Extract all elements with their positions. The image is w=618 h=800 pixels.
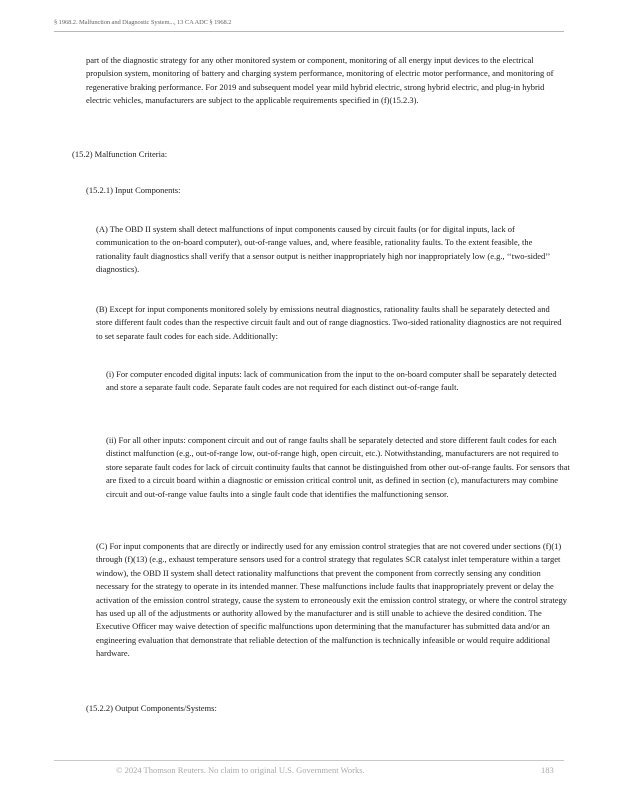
page-number: 183 [541,765,554,775]
paragraph-c: (C) For input components that are directly or indirectly used for any emission control strategies that are not covered under sections (f)(1) through (f)(13) (e.g., exhaust temperature sensors used for a control strategy that regulates SCR catalyst inlet temperature within a target window), the OBD II system shall detect rationality malfunctions that prevent the component from correctly sensing any condition necessary for the strategy to operate in its intended manner. These malfunctions include faults that inappropriately prevent or delay the activation of the emission control strategy, cause the system to erroneously exit the emission control strategy, or where the control strategy has used up all of the adjustments or authority allowed by the manufacturer and is still unable to achieve the desired condition. The Executive Officer may waive detection of specific malfunctions upon determining that the manufacturer has submitted data and/or an engineering evaluation that demonstrate that reliable detection of the malfunction is technically infeasible or would require additional hardware. [96,541,567,659]
paragraph-b-ii: (ii) For all other inputs: component circuit and out of range faults shall be separately detected and store different fault codes for each distinct malfunction (e.g., out-of-range low, out-of-range high, open circuit, etc.). Notwithstanding, manufacturers are not required to store separate fault codes for lack of circuit continuity faults that cannot be distinguished from other out-of-range faults. For sensors that are fixed to a circuit board within a diagnostic or emission critical control unit, as defined in section (c), manufacturers may combine circuit and out-of-range value faults into a single fault code that identifies the malfunctioning sensor. [106,435,570,499]
section-15-2-2-heading: (15.2.2) Output Components/Systems: [86,703,217,713]
section-15-2-1-heading: (15.2.1) Input Components: [86,185,181,195]
header-divider [54,31,564,32]
paragraph-b: (B) Except for input components monitored solely by emissions neutral diagnostics, rationality faults shall be separately detected and store different fault codes than the respective circuit fault and out of range diagnostics. Two-sided rationality diagnostics are not required to set separate fault codes for each side. Additionally: [96,304,562,341]
footer-divider [54,760,564,761]
footer-copyright: © 2024 Thomson Reuters. No claim to original U.S. Government Works. [116,765,365,775]
intro-paragraph: part of the diagnostic strategy for any other monitored system or component, monitoring of all energy input devices to the electrical propulsion system, monitoring of battery and charging system performance, monitoring of electric motor performance, and monitoring of regenerative braking performance. For 2019 and subsequent model year mild hybrid electric, strong hybrid electric, and plug-in hybrid electric vehicles, manufacturers are subject to the applicable requirements specified in (f)(15.2.3). [86,55,554,106]
running-head: § 1968.2. Malfunction and Diagnostic System..., 13 CA ADC § 1968.2 [54,19,232,26]
section-15-2-heading: (15.2) Malfunction Criteria: [72,149,168,159]
paragraph-b-i: (i) For computer encoded digital inputs: lack of communication from the input to the on-board computer shall be separately detected and store a separate fault code. Separate fault codes are not required for each distinct out-of-range fault. [106,369,557,393]
paragraph-a: (A) The OBD II system shall detect malfunctions of input components caused by circuit faults (or for digital inputs, lack of communication to the on-board computer), out-of-range values, and, where feasible, rationality faults. To the extent feasible, the rationality fault diagnostics shall verify that a sensor output is neither inappropriately high nor inappropriately low (e.g., ‘‘two-sided’’ diagnostics). [96,224,550,275]
